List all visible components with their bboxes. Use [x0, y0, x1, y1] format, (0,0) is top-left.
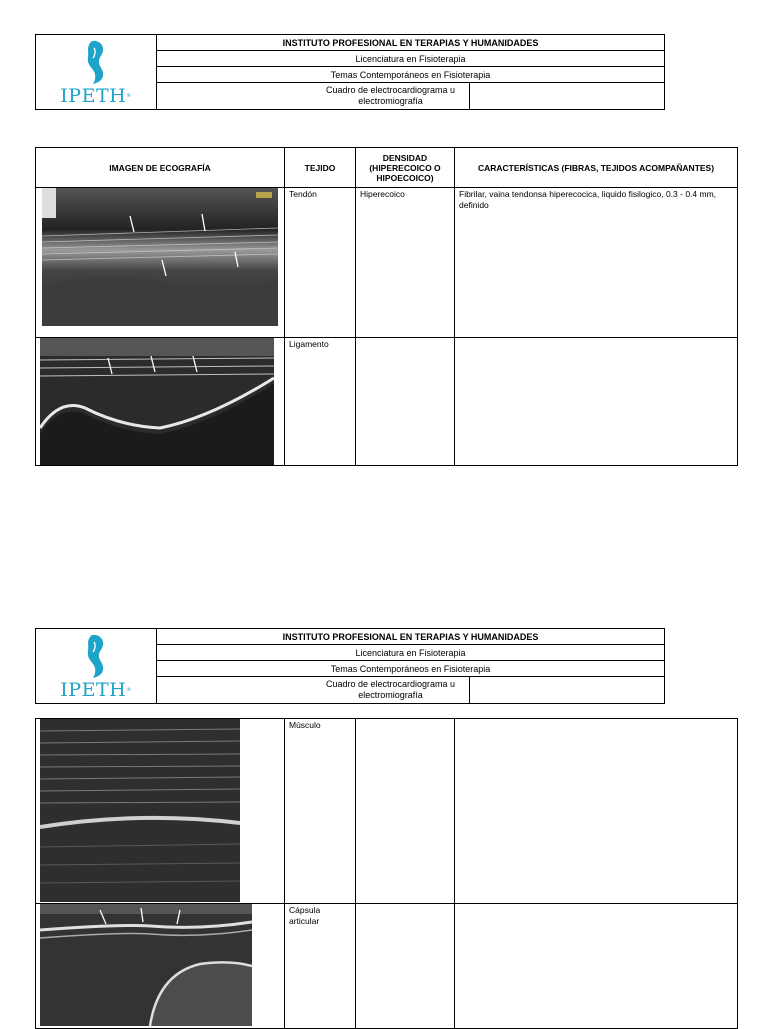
institution-name: INSTITUTO PROFESIONAL EN TERAPIAS Y HUMANIDADES	[157, 35, 664, 51]
density-cell	[356, 719, 454, 721]
tissue-cell: Músculo	[289, 720, 321, 730]
characteristics-cell	[455, 338, 737, 340]
ultrasound-tendon-image	[42, 188, 278, 326]
table-row	[36, 904, 738, 1029]
table-row	[36, 188, 738, 338]
table-row	[36, 338, 738, 466]
density-cell	[356, 338, 454, 340]
characteristics-cell	[455, 904, 737, 906]
table-row	[36, 719, 738, 904]
document-header	[35, 628, 665, 704]
ultrasound-table	[35, 147, 738, 466]
ultrasound-muscle-image	[40, 719, 240, 902]
program-name: Licenciatura en Fisioterapia	[157, 645, 664, 661]
ultrasound-table	[35, 718, 738, 1029]
logo-figure-icon	[83, 633, 109, 679]
col-header-image: IMAGEN DE ECOGRAFÍA	[36, 148, 285, 188]
col-header-density: DENSIDAD (HIPERECOICO O HIPOECOICO)	[356, 148, 455, 188]
course-name: Temas Contemporáneos en Fisioterapia	[157, 67, 664, 83]
assignment-title: Cuadro de electrocardiograma u electromiografía	[312, 83, 470, 109]
characteristics-cell: Fibrilar, vaina tendonsa hiperecocica, liquido fisilogico, 0.3 - 0.4 mm, definido	[459, 189, 717, 210]
ultrasound-capsule-image	[40, 904, 252, 1026]
ultrasound-ligament-image	[40, 338, 274, 465]
logo-text: IPETH®	[60, 678, 132, 701]
program-name: Licenciatura en Fisioterapia	[157, 51, 664, 67]
logo-text: IPETH®	[60, 84, 132, 107]
col-header-tissue: TEJIDO	[285, 148, 356, 188]
characteristics-cell	[455, 719, 737, 721]
course-name: Temas Contemporáneos en Fisioterapia	[157, 661, 664, 677]
document-header	[35, 34, 665, 110]
density-cell: Hiperecoico	[360, 189, 405, 199]
tissue-cell: Ligamento	[289, 339, 329, 349]
assignment-title: Cuadro de electrocardiograma u electromiografía	[312, 677, 470, 703]
tissue-cell: Cápsula articular	[289, 905, 321, 926]
institution-name: INSTITUTO PROFESIONAL EN TERAPIAS Y HUMANIDADES	[157, 629, 664, 645]
density-cell	[356, 904, 454, 906]
ipeth-logo	[36, 35, 157, 109]
col-header-characteristics: CARACTERÍSTICAS (FIBRAS, TEJIDOS ACOMPAÑANTES)	[455, 148, 738, 188]
tissue-cell: Tendón	[289, 189, 317, 199]
logo-figure-icon	[83, 39, 109, 85]
ipeth-logo	[36, 629, 157, 703]
